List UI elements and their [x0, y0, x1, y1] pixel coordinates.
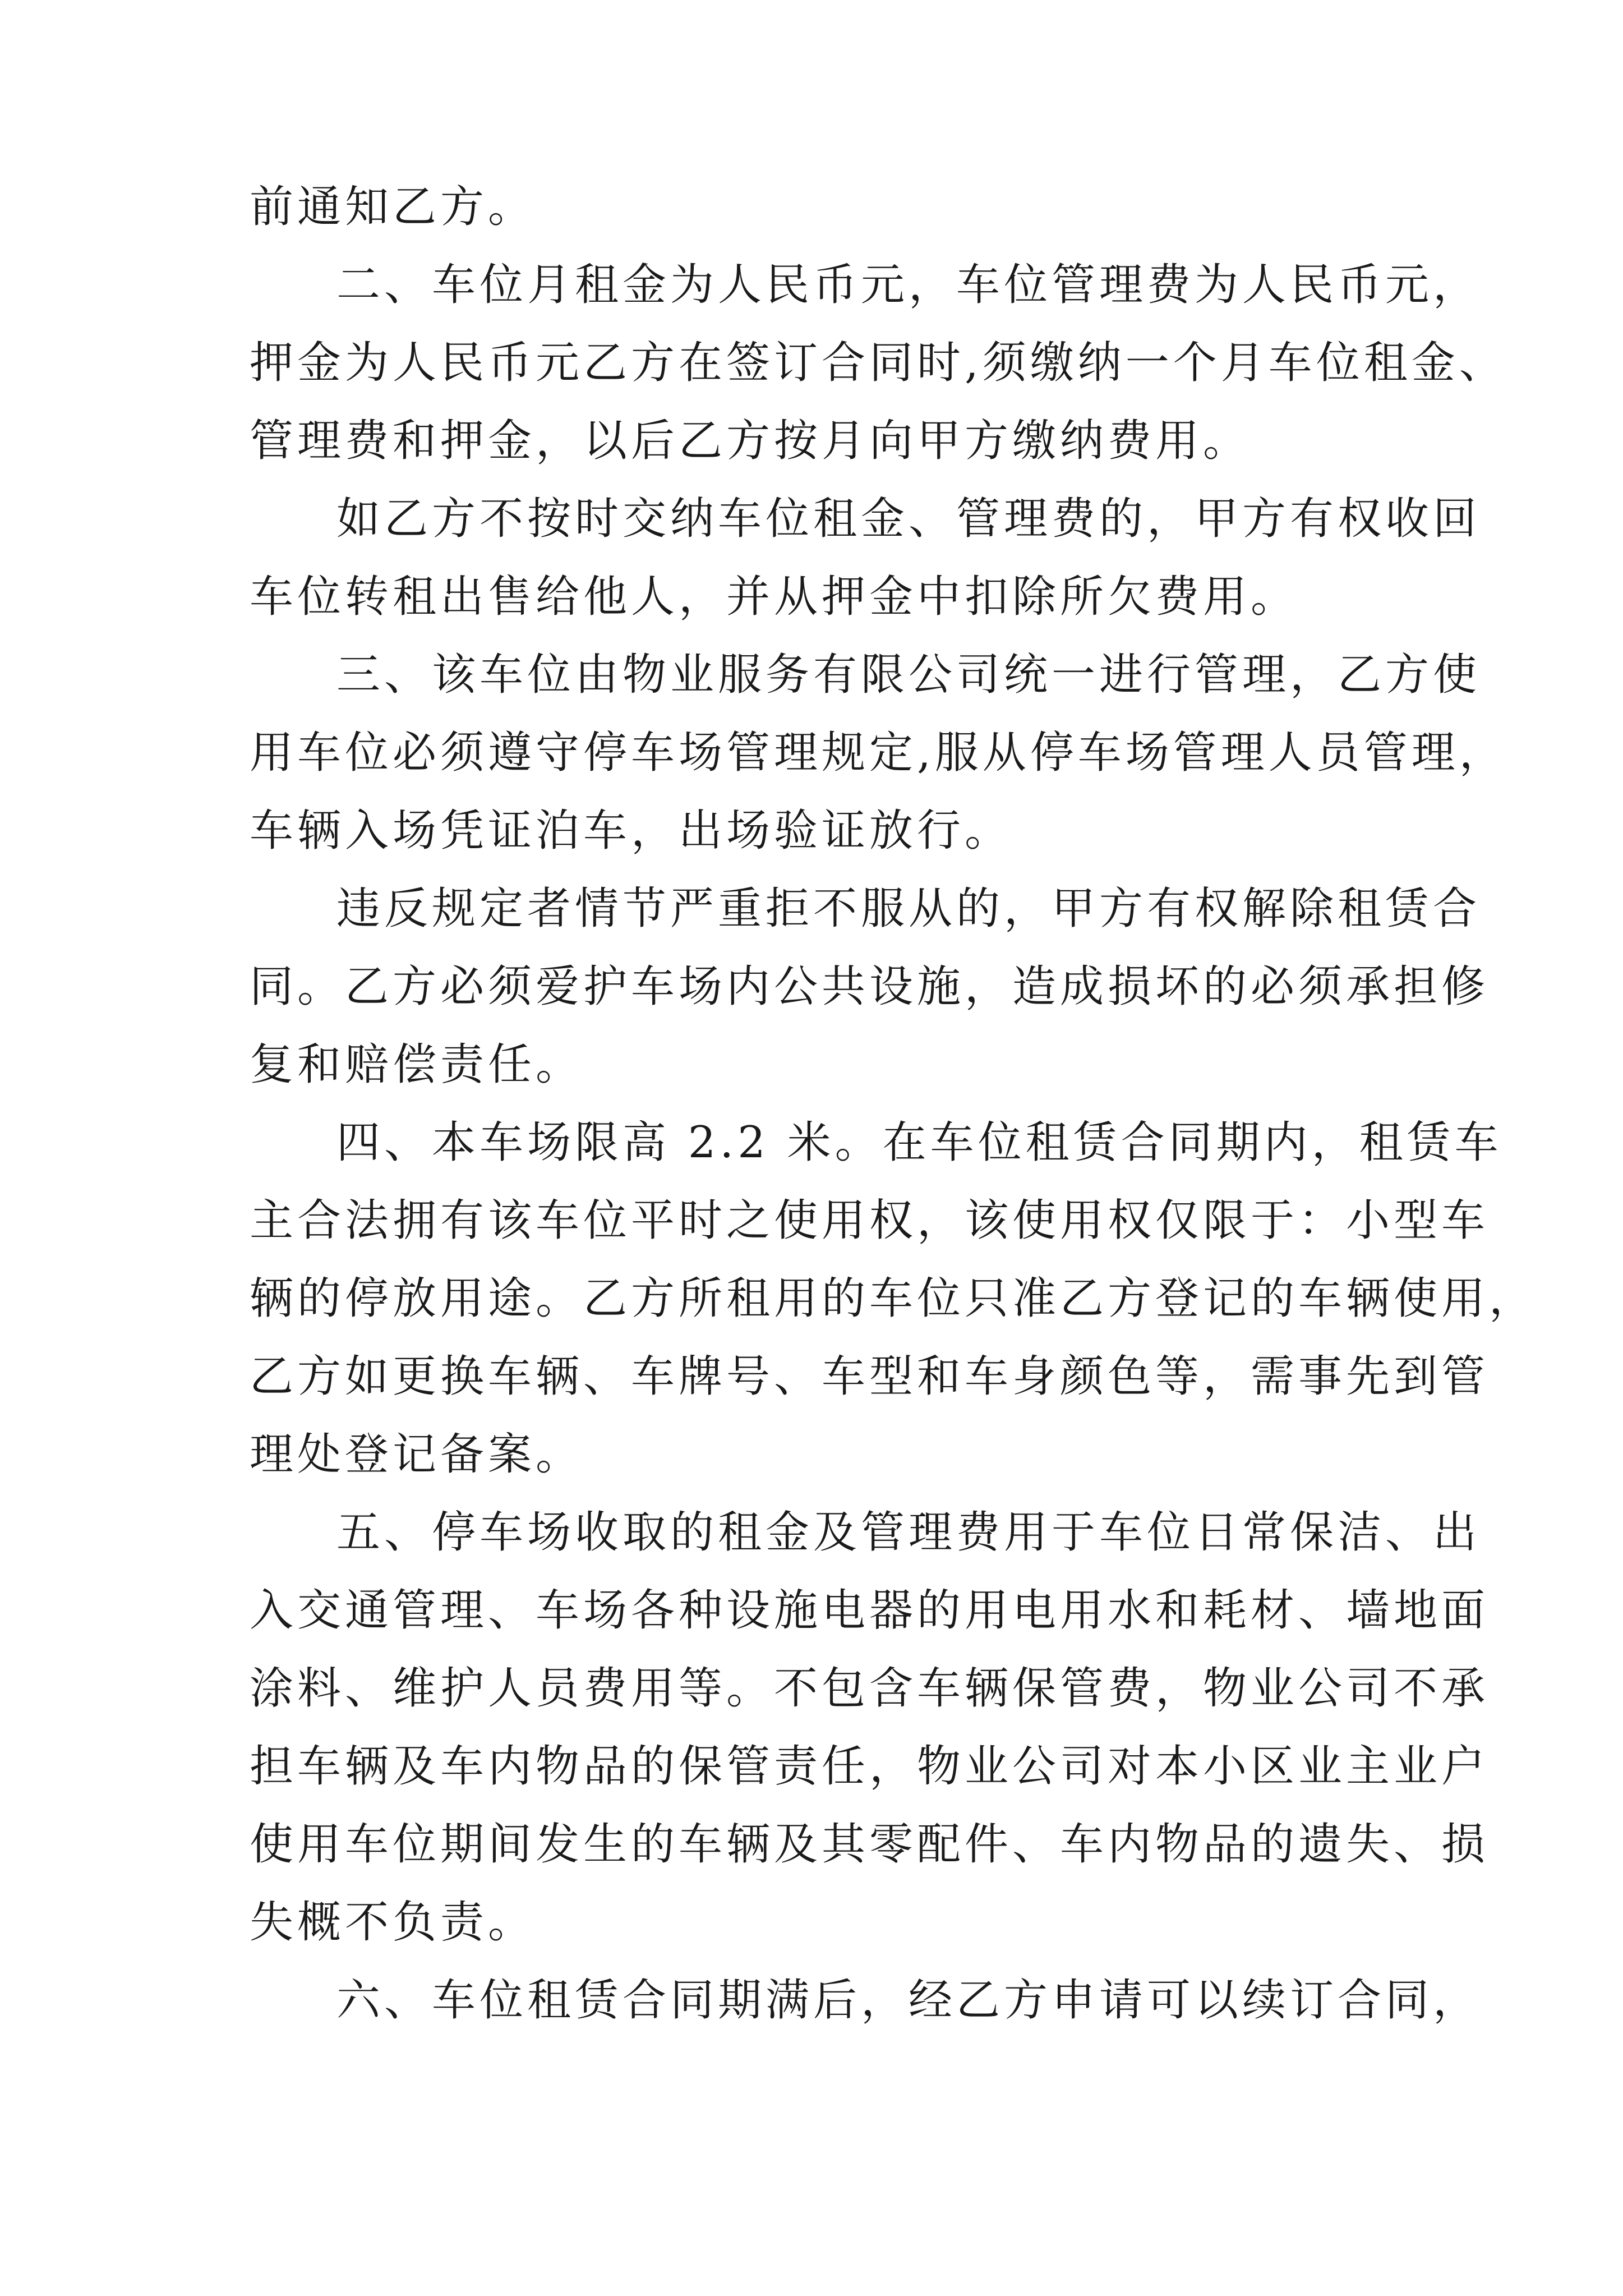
text-line: 乙方如更换车辆、车牌号、车型和车身颜色等，需事先到管 [250, 1351, 1490, 1402]
text-line: 入交通管理、车场各种设施电器的用电用水和耗材、墙地面 [250, 1585, 1490, 1636]
text-line: 同。乙方必须爱护车场内公共设施，造成损坏的必须承担修 [250, 961, 1490, 1012]
text-line: 使用车位期间发生的车辆及其零配件、车内物品的遗失、损 [250, 1819, 1490, 1870]
text-line: 三、该车位由物业服务有限公司统一进行管理，乙方使 [336, 650, 1481, 700]
text-line: 辆的停放用途。乙方所租用的车位只准乙方登记的车辆使用， [250, 1273, 1537, 1324]
text-line: 押金为人民币元乙方在签订合同时,须缴纳一个月车位租金、 [250, 338, 1507, 388]
text-line: 车位转租出售给他人，并从押金中扣除所欠费用。 [250, 572, 1299, 622]
text-line: 四、本车场限高 2.2 米。在车位租赁合同期内，租赁车 [336, 1117, 1502, 1168]
contract-text [250, 168, 1537, 2040]
text-line: 违反规定者情节严重拒不服从的，甲方有权解除租赁合 [336, 884, 1481, 934]
text-line: 主合法拥有该车位平时之使用权，该使用权仅限于：小型车 [250, 1195, 1490, 1246]
text-line: 失概不负责。 [250, 1897, 536, 1948]
text-line: 五、停车场收取的租金及管理费用于车位日常保洁、出 [336, 1507, 1481, 1558]
text-line: 担车辆及车内物品的保管责任，物业公司对本小区业主业户 [250, 1741, 1490, 1792]
text-line: 二、车位月租金为人民币元，车位管理费为人民币元， [336, 260, 1481, 310]
text-line: 涂料、维护人员费用等。不包含车辆保管费，物业公司不承 [250, 1663, 1490, 1714]
text-line: 用车位必须遵守停车场管理规定,服从停车场管理人员管理， [250, 728, 1507, 778]
text-line: 如乙方不按时交纳车位租金、管理费的，甲方有权收回 [336, 494, 1481, 544]
text-line: 管理费和押金，以后乙方按月向甲方缴纳费用。 [250, 416, 1251, 466]
text-line: 复和赔偿责任。 [250, 1039, 584, 1090]
text-line: 理处登记备案。 [250, 1429, 584, 1480]
text-line: 车辆入场凭证泊车，出场验证放行。 [250, 806, 1013, 856]
text-line: 六、车位租赁合同期满后，经乙方申请可以续订合同， [336, 1975, 1481, 2026]
text-line: 前通知乙方。 [250, 182, 536, 232]
